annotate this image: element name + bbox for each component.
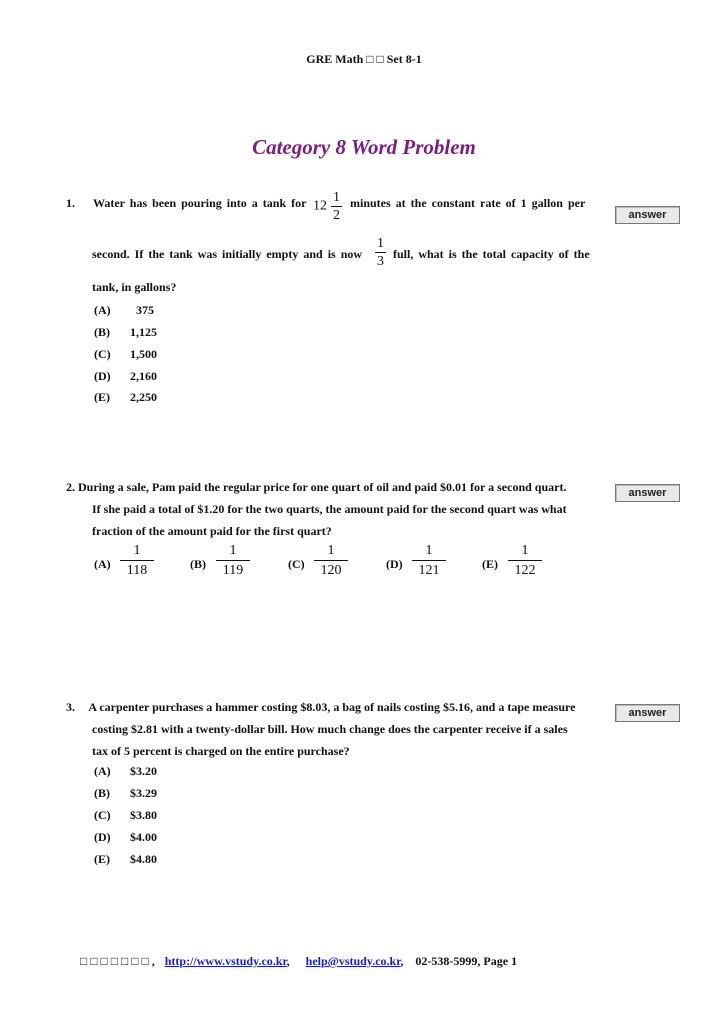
page-title: Category 8 Word Problem	[252, 135, 476, 159]
question-1-line-2: second. If the tank was initially empty and is now	[92, 247, 363, 261]
page-header: GRE Math □ □ Set 8-1	[306, 52, 422, 66]
choice-b: (B) 1,125	[94, 325, 157, 339]
question-text: minutes at the constant rate of 1 gallon per	[350, 196, 586, 210]
footer-phone: 02-538-5999,	[415, 954, 481, 968]
fraction-denominator: 3	[377, 254, 384, 269]
question-number: 1.	[66, 196, 75, 210]
footer-url-link[interactable]: http://www.vstudy.co.kr	[164, 954, 287, 968]
fraction-bar	[375, 252, 386, 253]
question-number: 2.	[66, 480, 75, 494]
choice-e: (E) 2,250	[94, 390, 157, 404]
choice-e: (E) $4.80	[94, 852, 157, 866]
choice-d: (D) 2,160	[94, 369, 157, 383]
choice-d: (D) $4.00	[94, 830, 157, 844]
footer-prefix: □ □ □ □ □ □ □ ,	[80, 954, 155, 968]
fraction-bar	[331, 206, 342, 207]
fraction-numerator: 1	[377, 236, 384, 251]
fraction	[375, 236, 386, 269]
fraction	[331, 190, 342, 223]
mixed-whole: 12	[313, 198, 327, 214]
choice-c: (C) $3.80	[94, 808, 157, 822]
question-number: 3.	[66, 700, 75, 714]
page-number: Page 1	[483, 954, 518, 968]
fraction-denominator: 2	[333, 208, 340, 223]
question-2-line-1	[66, 480, 566, 495]
question-text: full, what is the total capacity of the	[393, 247, 590, 261]
question-text: Water has been pouring into a tank for	[93, 196, 307, 210]
question-2-line-3: fraction of the amount paid for the first quart?	[92, 524, 332, 538]
answer-button-2[interactable]: answer	[615, 484, 680, 502]
choice-b: (B) $3.29	[94, 786, 157, 800]
question-1-line-3: tank, in gallons?	[92, 280, 177, 294]
answer-button-3[interactable]: answer	[615, 704, 680, 722]
question-2-line-2: If she paid a total of $1.20 for the two quarts, the amount paid for the second quart was what	[92, 502, 567, 516]
answer-button-1[interactable]: answer	[615, 206, 680, 224]
question-3-line-3: tax of 5 percent is charged on the entire purchase?	[92, 744, 350, 758]
mixed-number	[313, 190, 342, 223]
footer-email-link[interactable]: help@vstudy.co.kr	[305, 954, 401, 968]
question-3-line-1	[66, 700, 575, 715]
fraction-numerator: 1	[333, 190, 340, 205]
page-footer: □ □ □ □ □ □ □ , http://www.vstudy.co.kr, help@vstudy.co.kr, 02-538-5999, Page 1	[80, 954, 518, 968]
choice-a: (A) $3.20	[94, 764, 157, 778]
question-text: A carpenter purchases a hammer costing $8.03, a bag of nails costing $5.16, and a tape measure	[88, 700, 576, 714]
choice-a: (A) 375	[94, 303, 154, 317]
choice-c: (C) 1,500	[94, 347, 157, 361]
question-1-line-1	[66, 196, 306, 211]
question-3-line-2: costing $2.81 with a twenty-dollar bill. How much change does the carpenter receive if a sales	[92, 722, 568, 736]
question-text: During a sale, Pam paid the regular price for one quart of oil and paid $0.01 for a second quart.	[78, 480, 567, 494]
